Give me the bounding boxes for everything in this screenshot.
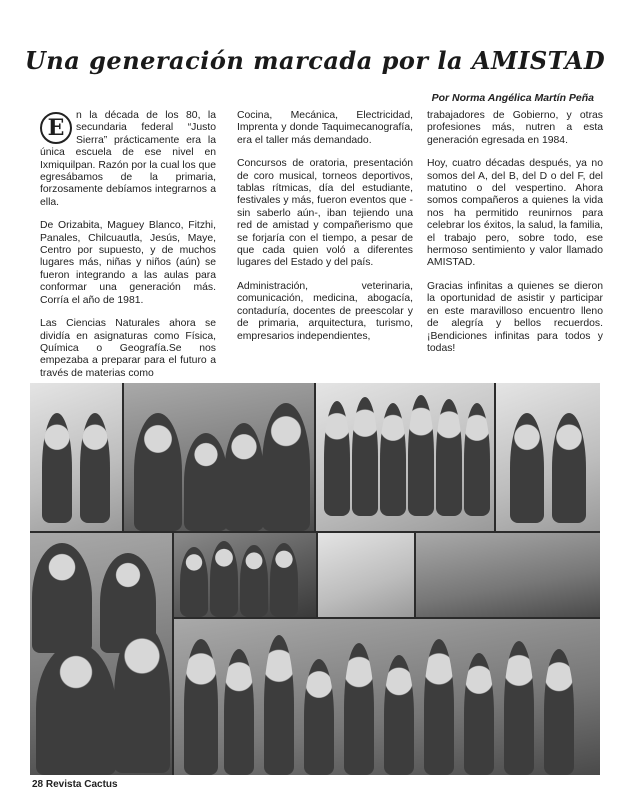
photo-monument [318,533,414,617]
photo-large-group [174,619,600,775]
paragraph: Concursos de oratoria, presentación de coro musical, torneos deportivos, tablas rítmicas, día del estudiante, festivales y más, fueron eventos que -sin saberlo aún-, iban tejiendo una red de amistad y compañerismo que se forjaría con el tiempo, a pesar de que cada quien voló a diferentes lugares del Estado y del país. [237,158,413,269]
paragraph: Cocina, Mecánica, Electricidad, Imprenta y donde Taquimecanografía, era el taller más demandado. [237,110,413,146]
photo-collage [30,383,600,775]
article-byline: Por Norma Angélica Martín Peña [431,92,594,104]
photo-cutout-board-right [496,383,600,531]
photo-selfie-women [30,533,172,775]
text-column-2 [237,110,413,354]
paragraph: E n la década de los 80, la secundaria federal “Justo Sierra” prácticamente era la única escuela de ese nivel en Ixmiquilpan. Razón por la cual los que egresábamos de la primaria, forzosamente debíamos integrarnos a ella. [40,110,216,208]
paragraph: trabajadores de Gobierno, y otras profesiones más, nutren a esta generación egresada en 1984. [427,110,603,146]
text-column-1 [40,110,216,391]
paragraph: Las Ciencias Naturales ahora se dividía en asignaturas como Física, Química o Geografía.Se nos empezaba a preparar para el futuro a través de materias como [40,318,216,379]
photo-group-four [124,383,314,531]
dropcap: E [40,112,72,144]
text-column-3 [427,110,603,366]
photo-group-women [316,383,494,531]
paragraph: Administración, veterinaria, comunicación, medicina, abogacía, contaduría, docentes de preescolar y de primaria, arquitectura, turismo, empresarios independientes, [237,280,413,342]
paragraph: Gracias infinitas a quienes se dieron la oportunidad de asistir y participar en este maravilloso encuentro lleno de alegría y bellos recuerdos. ¡Bendiciones infinitas para todos y todas! [427,280,603,354]
photo-cutout-board-left [30,383,122,531]
page-footer: 28 Revista Cactus [32,779,118,790]
paragraph: Hoy, cuatro décadas después, ya no somos del A, del B, del D o del F, del matutino o del vespertino. Ahora somos compañeros a quienes la vida nos ha permitido reunirnos para celebrar los éxitos, la salud, la familia, el trabajo pero, sobre todo, ese hermoso sentimiento y valor llamado AMISTAD. [427,158,603,269]
photo-group-room [174,533,316,617]
photo-mural [416,533,600,617]
article-title: Una generación marcada por la AMISTAD [24,46,606,75]
paragraph: De Orizabita, Maguey Blanco, Fitzhi, Panales, Chilcuautla, Jesús, Maye, Centro por supuesto, y de muchos lugares más, niñas y niños (aún) se fueron integrando a las aulas para conformar una generación más. Corría el año de 1981. [40,220,216,306]
